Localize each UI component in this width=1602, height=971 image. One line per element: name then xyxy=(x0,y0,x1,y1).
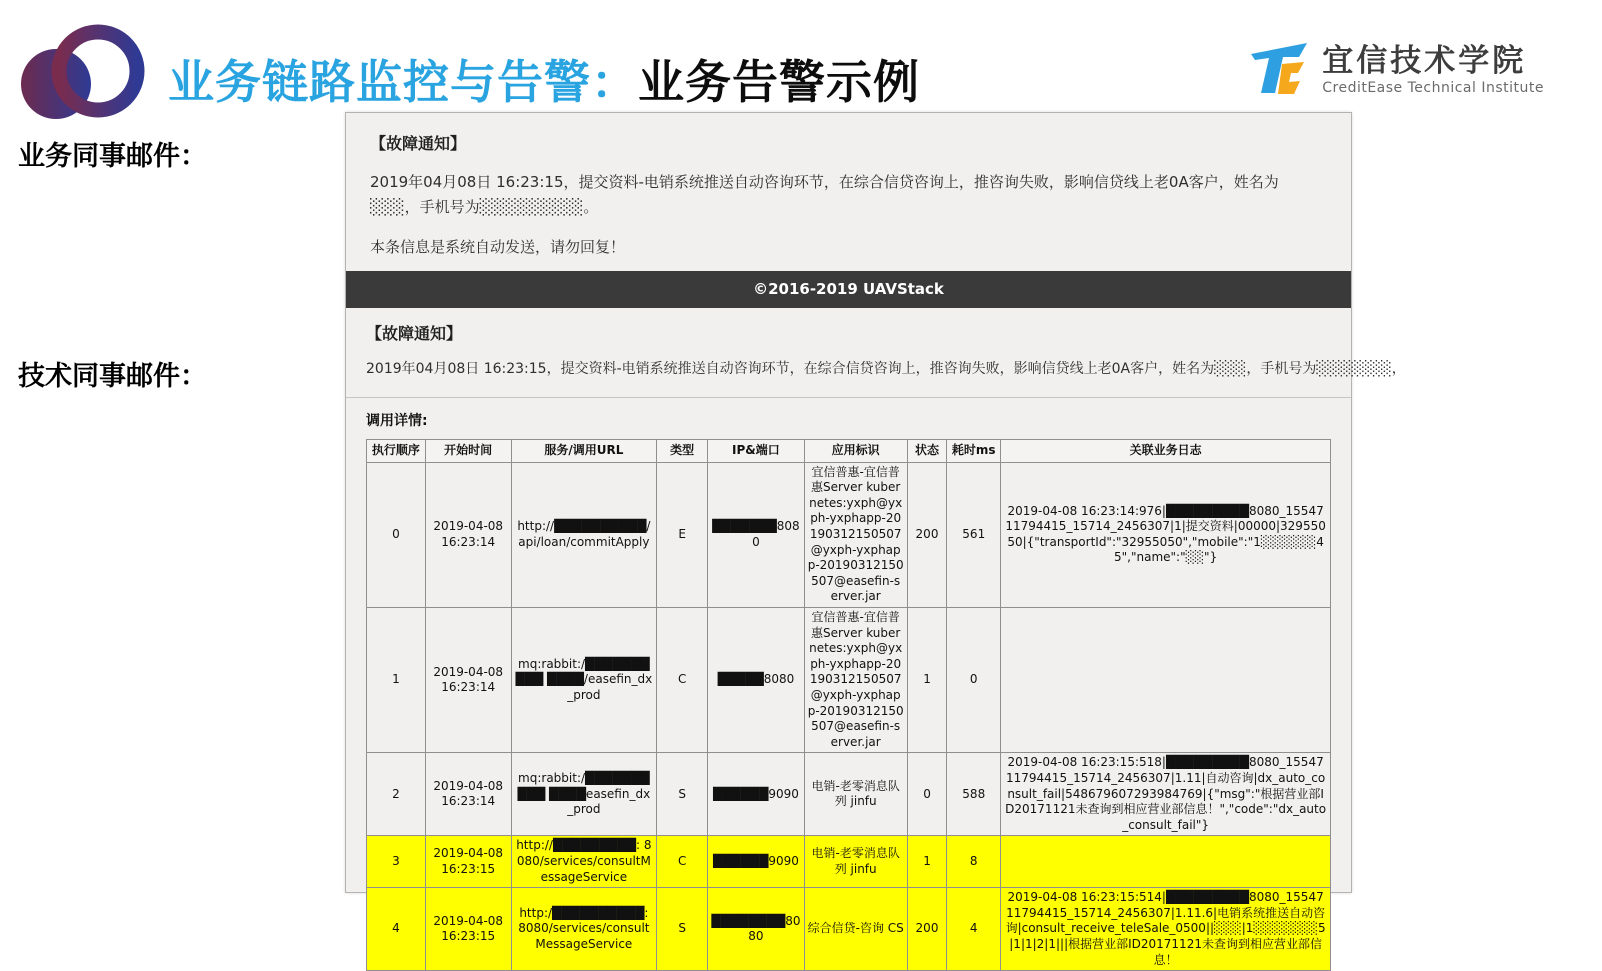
cell-start-time: 2019-04-08 16:23:14 xyxy=(425,753,511,836)
col-header-cost-ms: 耗时ms xyxy=(947,440,1001,463)
table-row xyxy=(367,836,1331,888)
cell-start-time: 2019-04-08 16:23:14 xyxy=(425,608,511,753)
col-header-app-id: 应用标识 xyxy=(804,440,907,463)
fault-notice-title: 【故障通知】 xyxy=(370,134,467,153)
cell-seq: 2 xyxy=(367,753,426,836)
cell-seq: 4 xyxy=(367,888,426,971)
business-email xyxy=(346,113,1351,271)
cell-cost-ms: 0 xyxy=(947,608,1001,753)
page-title-black: 业务告警示例 xyxy=(638,55,920,109)
col-header-status: 状态 xyxy=(907,440,947,463)
uavstack-copyright-bar: ©2016-2019 UAVStack xyxy=(346,271,1351,308)
cell-start-time: 2019-04-08 16:23:15 xyxy=(425,888,511,971)
cell-cost-ms: 8 xyxy=(947,836,1001,888)
cell-start-time: 2019-04-08 16:23:15 xyxy=(425,836,511,888)
email-panel xyxy=(345,112,1406,967)
slide-logo-icon xyxy=(8,4,148,128)
table-row xyxy=(367,608,1331,753)
brand-block xyxy=(1248,40,1544,100)
auto-send-note: 本条信息是系统自动发送，请勿回复！ xyxy=(370,237,626,256)
cell-status: 200 xyxy=(907,462,947,607)
table-header-row xyxy=(367,440,1331,463)
cell-status: 1 xyxy=(907,836,947,888)
cell-ip-port: ████████8080 xyxy=(708,888,804,971)
table-row xyxy=(367,753,1331,836)
cell-business-log: 2019-04-08 16:23:15:518|█████████8080_1554711794415_15714_2456307|1.11|自动咨询|dx_auto_consult_fail|548679607293984769|{"msg":"根据营业部ID20171121未查询到相应营业部信息！","code":"dx_auto_consult_fail"} xyxy=(1001,753,1331,836)
col-header-type: 类型 xyxy=(657,440,708,463)
cell-service-url: mq:rabbit:/██████████ ████/easefin_dx_prod xyxy=(511,608,657,753)
label-business-email: 业务同事邮件： xyxy=(18,141,207,172)
tech-email xyxy=(346,308,1406,971)
cell-type: E xyxy=(657,462,708,607)
call-detail-label: 调用详情: xyxy=(366,413,428,430)
cell-business-log: 2019-04-08 16:23:15:514|█████████8080_1554711794415_15714_2456307|1.11.6|电销系统推送自动咨询|consult_receive_teleSale_0500||░░░|1░░░░░░░5|1|1|2|1|||根据营业部ID20171121未查询到相应营业部信息！ xyxy=(1001,888,1331,971)
cell-service-url: http://██████████/api/loan/commitApply xyxy=(511,462,657,607)
cell-type: S xyxy=(657,888,708,971)
cell-app-id: 电销-老零消息队列 jinfu xyxy=(804,836,907,888)
cell-app-id: 宜信普惠-宜信普惠Server kubernetes:yxph@yxph-yxphapp-20190312150507@yxph-yxphapp-20190312150507@easefin-server.jar xyxy=(804,462,907,607)
cell-type: S xyxy=(657,753,708,836)
cell-type: C xyxy=(657,836,708,888)
cell-service-url: mq:rabbit:/██████████ ████easefin_dx_prod xyxy=(511,753,657,836)
col-header-ip-port: IP&端口 xyxy=(708,440,804,463)
cell-ip-port: ██████9090 xyxy=(708,753,804,836)
brand-name-cn: 宜信技术学院 xyxy=(1322,43,1527,80)
label-tech-email: 技术同事邮件： xyxy=(18,361,207,392)
cell-business-log: 2019-04-08 16:23:14:976|█████████8080_1554711794415_15714_2456307|1|提交资料|00000|32955050|{"transportId":"32955050","mobile":"1░░░░░░45","name":"░░"} xyxy=(1001,462,1331,607)
page-title xyxy=(168,46,920,112)
fault-notice-body: 2019年04月08日 16:23:15，提交资料-电销系统推送自动咨询环节，在综合信贷咨询上，推咨询失败，影响信贷线上老0A客户，姓名为░░░，手机号为░░░░░░░， xyxy=(366,361,1406,377)
cell-cost-ms: 561 xyxy=(947,462,1001,607)
col-header-start-time: 开始时间 xyxy=(425,440,511,463)
col-header-business-log: 关联业务日志 xyxy=(1001,440,1331,463)
section-divider xyxy=(346,397,1351,398)
cell-seq: 1 xyxy=(367,608,426,753)
col-header-seq: 执行顺序 xyxy=(367,440,426,463)
brand-tc-icon xyxy=(1248,40,1310,100)
cell-service-url: http://█████████: 8080/services/consultMessageService xyxy=(511,836,657,888)
cell-type: C xyxy=(657,608,708,753)
cell-app-id: 电销-老零消息队列 jinfu xyxy=(804,753,907,836)
brand-text xyxy=(1322,44,1544,95)
cell-status: 0 xyxy=(907,753,947,836)
cell-seq: 3 xyxy=(367,836,426,888)
fault-notice-body: 2019年04月08日 16:23:15，提交资料-电销系统推送自动咨询环节，在综合信贷咨询上，推咨询失败，影响信贷线上老0A客户，姓名为░░░，手机号为░░░░░░░░░。 xyxy=(370,173,1279,216)
brand-name-en: CreditEase Technical Institute xyxy=(1322,79,1544,96)
cell-start-time: 2019-04-08 16:23:14 xyxy=(425,462,511,607)
table-row xyxy=(367,462,1331,607)
col-header-service-url: 服务/调用URL xyxy=(511,440,657,463)
cell-seq: 0 xyxy=(367,462,426,607)
call-detail-table xyxy=(366,439,1331,971)
cell-app-id: 宜信普惠-宜信普惠Server kubernetes:yxph@yxph-yxphapp-20190312150507@yxph-yxphapp-20190312150507@easefin-server.jar xyxy=(804,608,907,753)
cell-business-log xyxy=(1001,608,1331,753)
cell-cost-ms: 4 xyxy=(947,888,1001,971)
cell-app-id: 综合信贷-咨询 CS xyxy=(804,888,907,971)
cell-cost-ms: 588 xyxy=(947,753,1001,836)
cell-ip-port: ██████9090 xyxy=(708,836,804,888)
cell-business-log xyxy=(1001,836,1331,888)
cell-service-url: http:/██████████: 8080/services/consultMessageService xyxy=(511,888,657,971)
cell-status: 1 xyxy=(907,608,947,753)
fault-notice-title: 【故障通知】 xyxy=(366,324,463,343)
cell-ip-port: █████8080 xyxy=(708,608,804,753)
cell-status: 200 xyxy=(907,888,947,971)
table-row xyxy=(367,888,1331,971)
cell-ip-port: ███████8080 xyxy=(708,462,804,607)
page-title-blue: 业务链路监控与告警： xyxy=(168,55,638,109)
